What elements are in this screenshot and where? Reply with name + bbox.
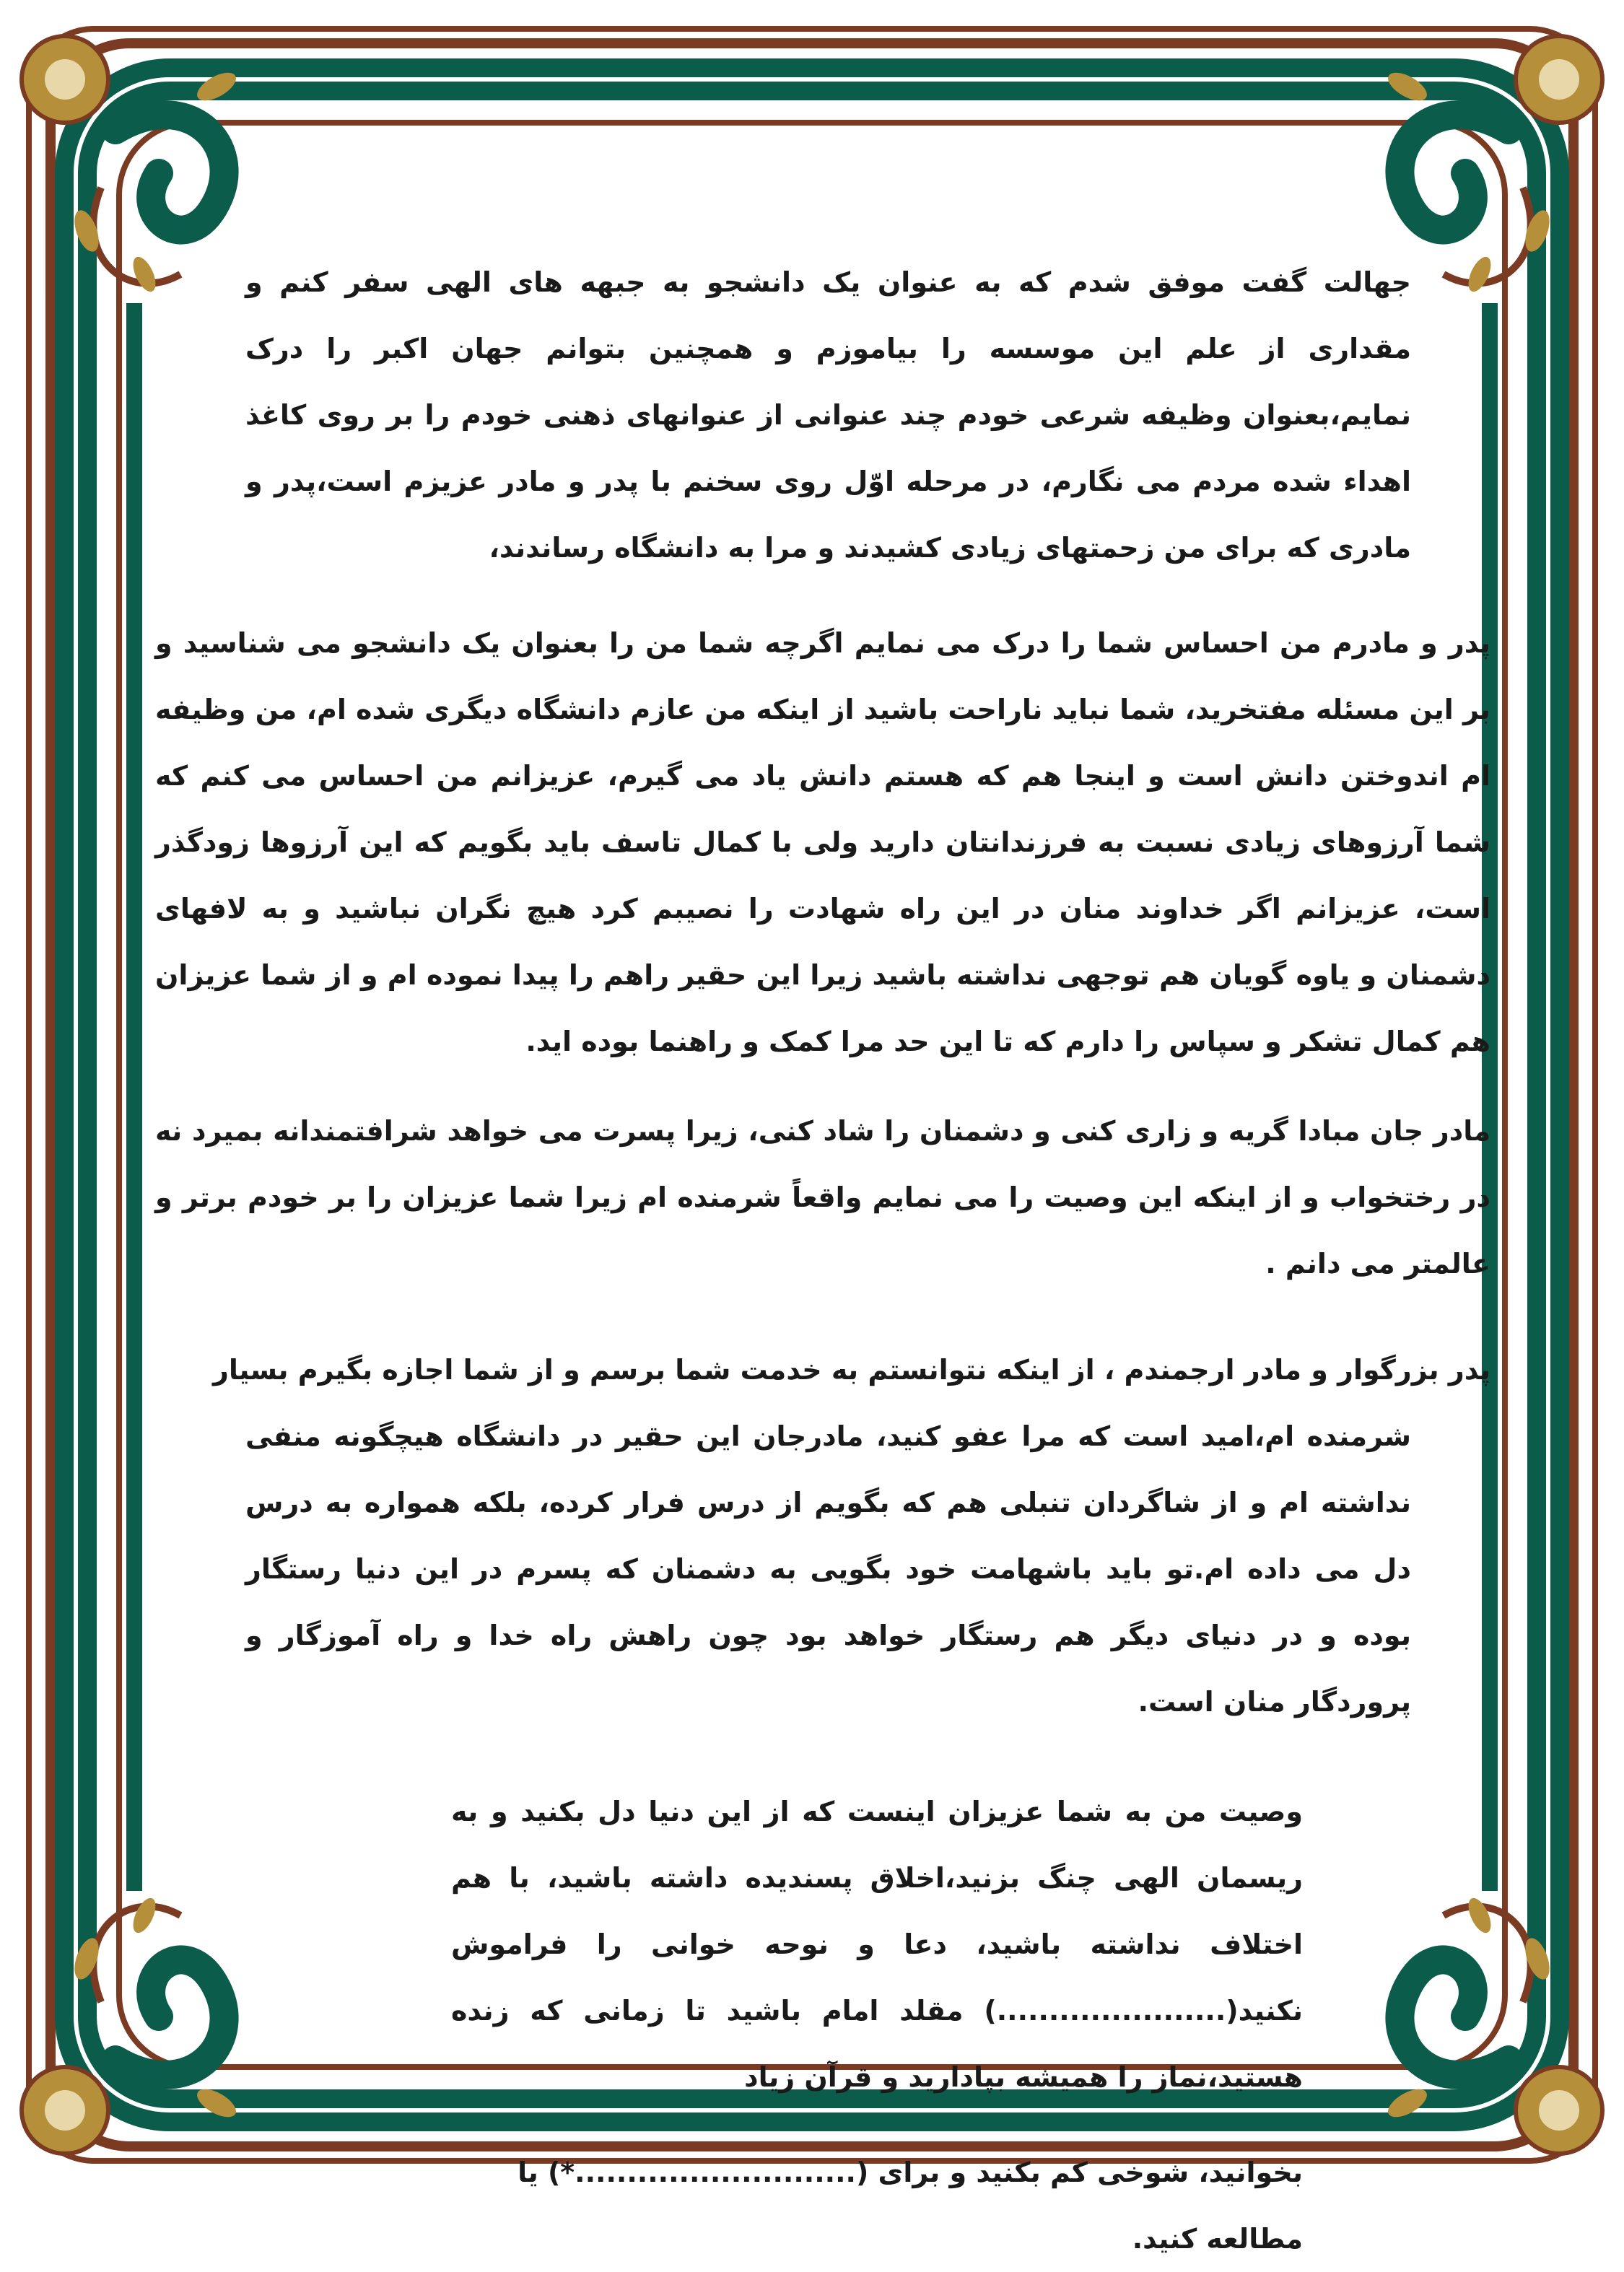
paragraph-4 (155, 1337, 1490, 1735)
paragraph-5: وصیت من به شما عزیزان اینست که از این دنیا دل بکنید و به ریسمان الهی چنگ بزنید،اخلاق پسندیده داشته باشید، با هم اختلاف نداشته باشید، دعا و نوحه خوانی را فراموش نکنید(......................) مقلد امام باشید تا زمانی که زنده هستید،نماز را همیشه بپادارید و قرآن زیاد (451, 1796, 1303, 2093)
letter-body (155, 249, 1490, 2272)
paragraph-1: جهالت گفت موفق شدم که به عنوان یک دانشجو به جبهه های الهی سفر کنم و مقداری از علم این موسسه را بیاموزم و همچنین بتوانم جهان اکبر را درک نمایم،بعنوان وظیفه شرعی خودم چند عنوانی از عنوانهای ذهنی خودم را بر روی کاغذ اهداء شده مردم می نگارم، در مرحله اوّل روی سخنم با پدر و مادر عزیزم است،پدر و مادری که برای من زحمتهای زیادی کشیدند و مرا به دانشگاه رساندند، (245, 266, 1411, 564)
paragraph-2: پدر و مادرم من احساس شما را درک می نمایم اگرچه شما من را بعنوان یک دانشجو می شناسید و بر این مسئله مفتخرید، شما نباید ناراحت باشید از اینکه من عازم دانشگاه دیگری شده ام، من وظیفه ام اندوختن دانش است و اینجا هم که هستم دانش یاد می گیرم، عزیزانم من احساس می کنم که شما آرزوهای زیادی نسبت به فرزندانتان دارید ولی با کمال تاسف باید بگویم که این آرزوها زودگذر است، عزیزانم اگر خداوند منان در این راه شهادت را نصیبم کرد هیچ نگران نباشید و به لافهای دشمنان و یاوه گویان هم توجهی نداشته باشید زیرا این حقیر راهم را پیدا نموده ام و از شما عزیزان هم کمال تشکر و سپاس را دارم که تا این حد مرا کمک و راهنما بوده اید. (155, 627, 1490, 1057)
paragraph-4-first-line: پدر بزرگوار و مادر ارجمندم ، از اینکه نتوانستم به خدمت شما برسم و از شما اجازه بگیرم بسیار (212, 1354, 1490, 1386)
paragraph-6: بخوانید، شوخی کم بکنید و برای (...........................*) یا مطالعه کنید. (518, 2157, 1303, 2255)
left-inner-rail (126, 303, 142, 1891)
paragraph-4-rest: شرمنده ام،امید است که مرا عفو کنید، مادرجان این حقیر در دانشگاه هیچگونه منفی نداشته ام و از شاگردان تنبلی هم که بگویم از درس فرار کرده، بلکه همواره به درس دل می داده ام.تو باید باشهامت خود بگویی به دشمنان که پسرم در این دنیا رستگار بوده و در دنیای دیگر هم رستگار خواهد بود چون راهش راه خدا و راه آموزگار و پروردگار منان است. (245, 1420, 1411, 1718)
paragraph-3: مادر جان مبادا گریه و زاری کنی و دشمنان را شاد کنی، زیرا پسرت می خواهد شرافتمندانه بمیرد نه در رختخواب و از اینکه این وصیت را می نمایم واقعاً شرمنده ام زیرا شما عزیزان را بر خودم برتر و عالمتر می دانم . (155, 1115, 1490, 1280)
